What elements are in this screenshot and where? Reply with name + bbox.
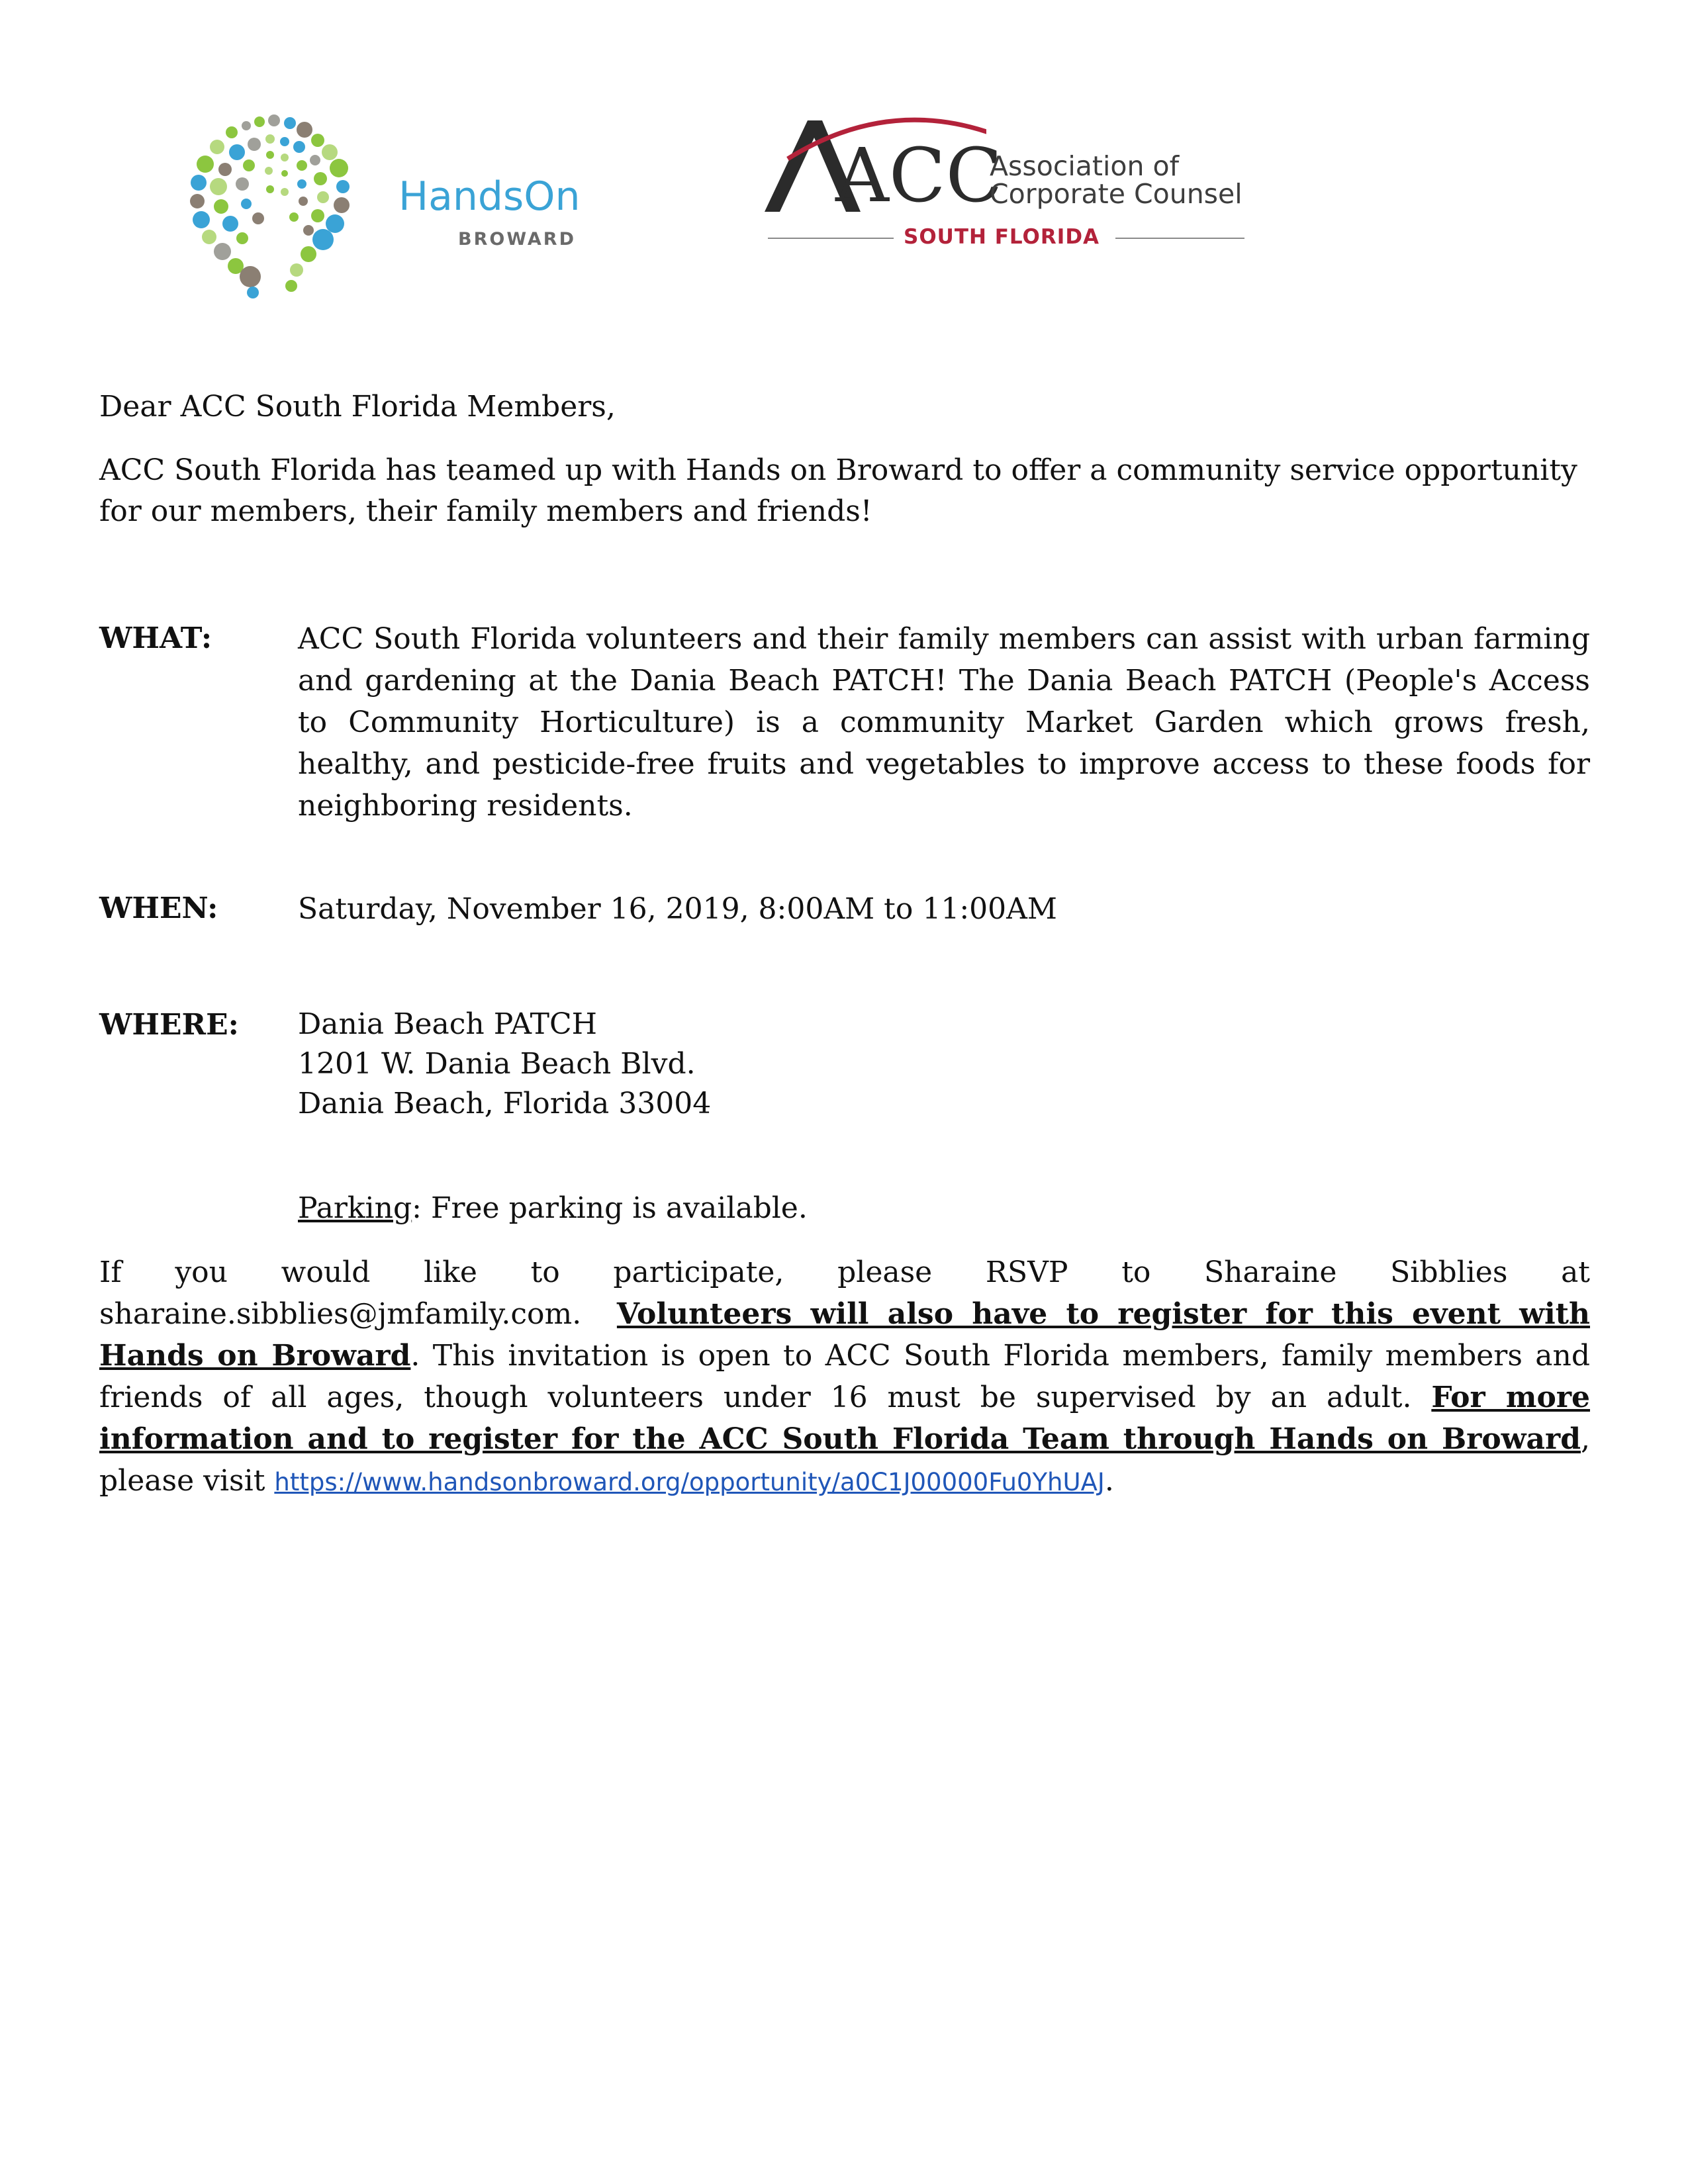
acc-assoc-line1: Association of (990, 150, 1179, 182)
parking-text: : Free parking is available. (412, 1191, 808, 1225)
acc-assoc-name (990, 152, 1243, 208)
parking-label: Parking (298, 1191, 412, 1225)
rsvp-word: like (424, 1255, 477, 1289)
rsvp-body (99, 1293, 1590, 1503)
rsvp-invitation-text: . This invitation is open to ACC South Florida members, family members and friends of all ages, though volunteers under 16 must be supervised by an adult. (99, 1339, 1590, 1414)
what-text: ACC South Florida volunteers and their family members can assist with urban farming and gardening at the Dania Beach PATCH! The Dania Beach PATCH (People's Access to Community Horticulture) is a community Market Garden which grows fresh, healthy, and pesticide-free fruits and vegetables to improve access to these foods for neighboring residents. (298, 622, 1590, 823)
where-line-1: Dania Beach PATCH (298, 1007, 598, 1041)
parking-note (298, 1187, 1590, 1229)
where-line-3: Dania Beach, Florida 33004 (298, 1087, 712, 1120)
acc-south-florida-logo (761, 113, 1244, 265)
rsvp-word: to (1121, 1255, 1151, 1289)
intro-paragraph: ACC South Florida has teamed up with Hands on Broward to offer a community service opportunity for our members, their family members and friends! (99, 453, 1577, 528)
handsonbroward-link[interactable]: https://www.handsonbroward.org/opportunity/a0C1J00000Fu0YhUAJ (274, 1468, 1105, 1496)
rsvp-word: If (99, 1255, 122, 1289)
acc-region-label: SOUTH FLORIDA (904, 225, 1100, 249)
rsvp-paragraph (99, 1252, 1590, 1503)
handson-dots-icon (185, 113, 384, 304)
rsvp-more-info-note: For more information and to register for the ACC South Florida Team through Hands on Broward (99, 1381, 1590, 1456)
handson-wordmark: HandsOn (399, 173, 581, 220)
acc-region-row (768, 225, 1244, 251)
rsvp-first-line (99, 1252, 1590, 1293)
divider (768, 238, 894, 239)
rsvp-word: Sharaine (1204, 1255, 1337, 1289)
rsvp-visit-text: , please visit (99, 1422, 1590, 1498)
where-label: WHERE: (99, 1008, 239, 1042)
rsvp-word: please (837, 1255, 933, 1289)
handson-subtitle: BROWARD (458, 229, 576, 250)
rsvp-word: Sibblies (1390, 1255, 1508, 1289)
rsvp-word: RSVP (985, 1255, 1068, 1289)
divider (1115, 238, 1244, 239)
rsvp-register-note: Volunteers will also have to register for this event with Hands on Broward (99, 1297, 1590, 1373)
where-line-2: 1201 W. Dania Beach Blvd. (298, 1047, 696, 1081)
rsvp-word: you (175, 1255, 228, 1289)
when-text: Saturday, November 16, 2019, 8:00AM to 11:00AM (298, 892, 1057, 926)
where-address (298, 1005, 1590, 1124)
rsvp-word: would (281, 1255, 371, 1289)
rsvp-word: at (1561, 1255, 1590, 1289)
rsvp-word: participate, (613, 1255, 784, 1289)
rsvp-email[interactable]: sharaine.sibblies@jmfamily.com. (99, 1297, 582, 1331)
rsvp-word: to (530, 1255, 560, 1289)
rsvp-end: . (1104, 1464, 1114, 1498)
when-label: WHEN: (99, 891, 218, 925)
greeting: Dear ACC South Florida Members, (99, 390, 616, 424)
acc-assoc-line2: Corporate Counsel (990, 178, 1243, 210)
handson-broward-logo (185, 113, 622, 304)
acc-mark-text: ACC (835, 133, 1003, 219)
what-label: WHAT: (99, 621, 212, 655)
